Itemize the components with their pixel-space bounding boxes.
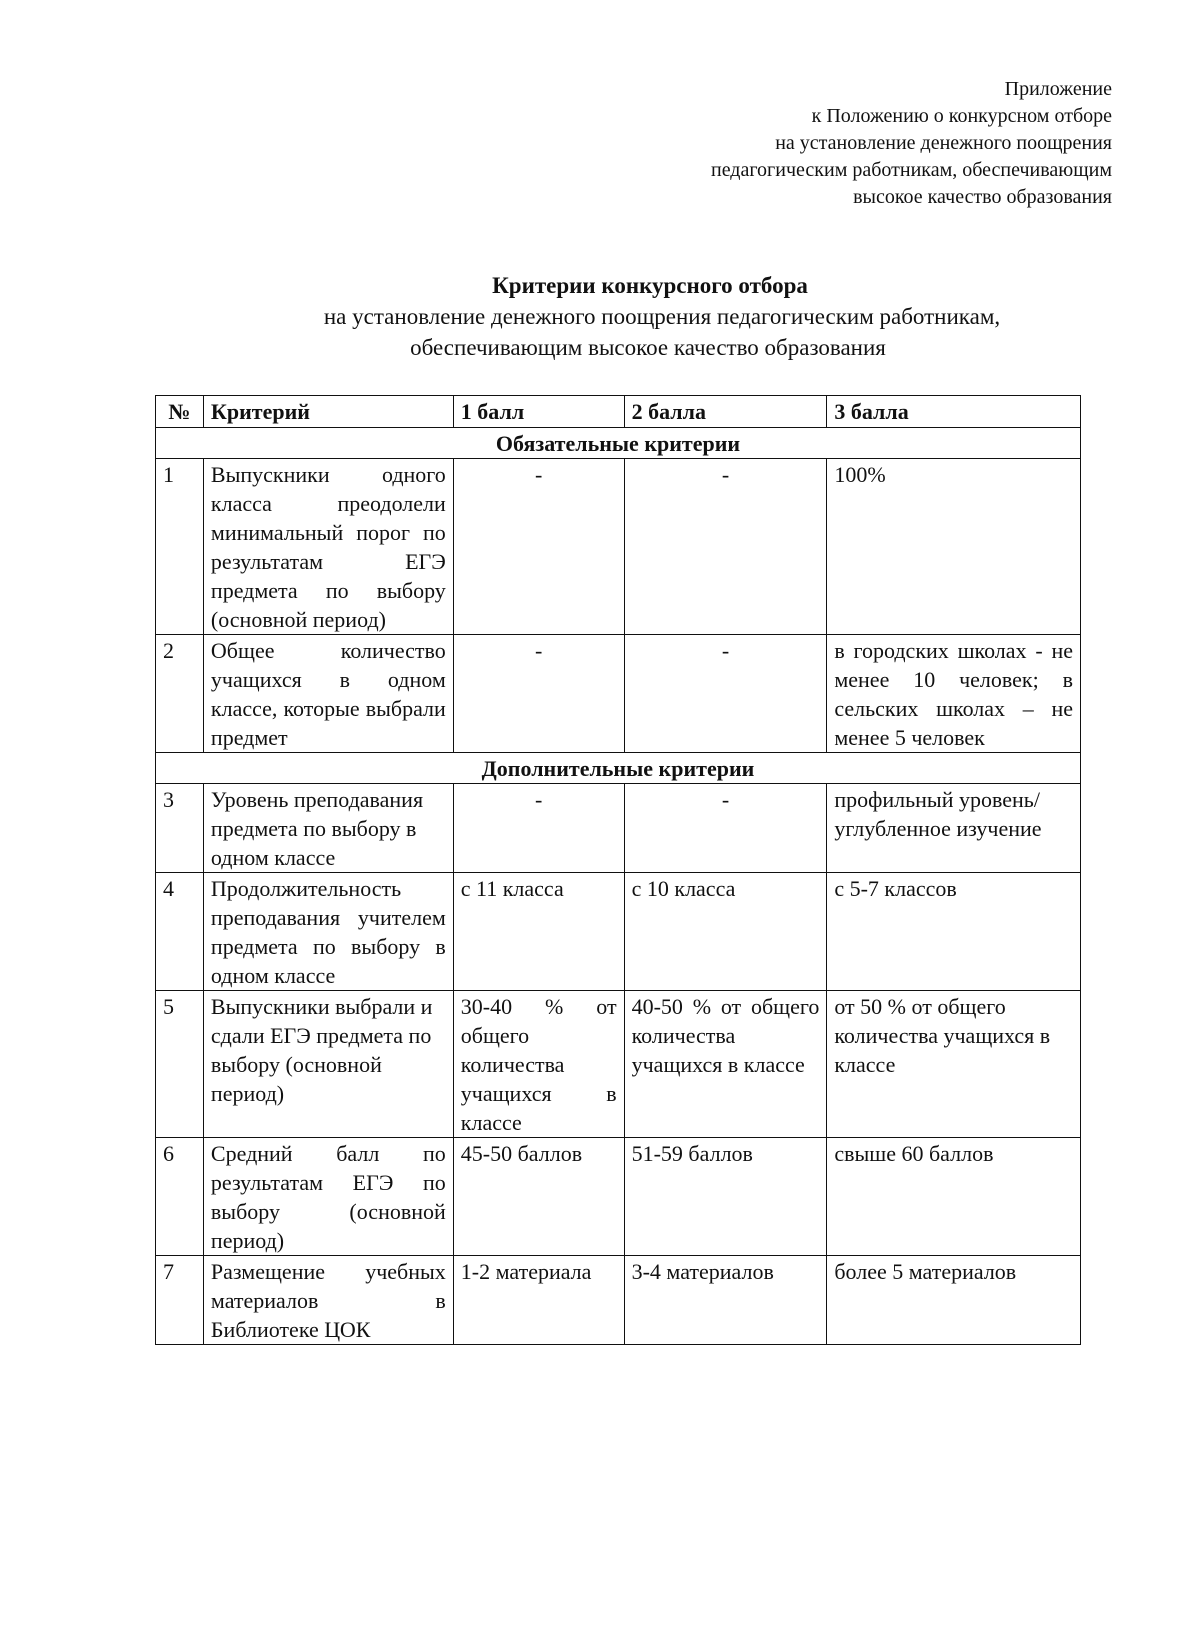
row-criterion: Средний балл по результатам ЕГЭ по выбору (основной период) xyxy=(203,1138,453,1256)
appendix-line: Приложение xyxy=(1004,78,1112,100)
row-score-1: с 11 класса xyxy=(453,873,624,991)
title-subtitle-line2: обеспечивающим высокое качество образования xyxy=(410,335,886,360)
title-subtitle-line1: на установление денежного поощрения педагогическим работникам, xyxy=(323,304,1001,329)
section-row xyxy=(156,753,1081,784)
row-score-3: от 50 % от общего количества учащихся в классе xyxy=(827,991,1081,1138)
row-score-1: - xyxy=(453,459,624,635)
row-score-1: - xyxy=(453,784,624,873)
row-score-2: - xyxy=(624,784,827,873)
section-row xyxy=(156,428,1081,459)
row-score-2: 51-59 баллов xyxy=(624,1138,827,1256)
row-score-2: 40-50 % от общего количества учащихся в классе xyxy=(624,991,827,1138)
document-title xyxy=(0,270,1200,363)
section-title-additional: Дополнительные критерии xyxy=(156,753,1081,784)
row-score-2: - xyxy=(624,635,827,753)
row-score-2: 3-4 материалов xyxy=(624,1256,827,1345)
table-row xyxy=(156,459,1081,635)
row-number: 3 xyxy=(156,784,204,873)
row-score-1: 1-2 материала xyxy=(453,1256,624,1345)
row-number: 5 xyxy=(156,991,204,1138)
title-main: Критерии конкурсного отбора xyxy=(492,273,808,298)
row-criterion: Выпускники одного класса преодолели минимальный порог по результатам ЕГЭ предмета по выбору (основной период) xyxy=(203,459,453,635)
row-score-3: более 5 материалов xyxy=(827,1256,1081,1345)
row-number: 2 xyxy=(156,635,204,753)
appendix-line: высокое качество образования xyxy=(853,186,1112,208)
row-score-3: в городских школах - не менее 10 человек; в сельских школах – не менее 5 человек xyxy=(827,635,1081,753)
row-criterion: Продолжительность преподавания учителем предмета по выбору в одном классе xyxy=(203,873,453,991)
row-score-1: 45-50 баллов xyxy=(453,1138,624,1256)
appendix-line: педагогическим работникам, обеспечивающим xyxy=(710,159,1112,181)
row-number: 1 xyxy=(156,459,204,635)
row-score-3: с 5-7 классов xyxy=(827,873,1081,991)
appendix-line: к Положению о конкурсном отборе xyxy=(811,105,1112,127)
row-score-2: - xyxy=(624,459,827,635)
row-criterion: Общее количество учащихся в одном классе, которые выбрали предмет xyxy=(203,635,453,753)
table-row xyxy=(156,1138,1081,1256)
row-criterion: Размещение учебных материалов в Библиотеке ЦОК xyxy=(203,1256,453,1345)
table-row xyxy=(156,991,1081,1138)
header-score-2: 2 балла xyxy=(624,396,827,428)
table-row xyxy=(156,784,1081,873)
header-number: № xyxy=(156,396,204,428)
row-score-3: профильный уровень/углубленное изучение xyxy=(827,784,1081,873)
appendix-header xyxy=(711,76,1112,211)
table-header-row xyxy=(156,396,1081,428)
row-number: 4 xyxy=(156,873,204,991)
appendix-line: на установление денежного поощрения xyxy=(775,132,1112,154)
row-score-3: 100% xyxy=(827,459,1081,635)
row-number: 6 xyxy=(156,1138,204,1256)
header-score-1: 1 балл xyxy=(453,396,624,428)
row-number: 7 xyxy=(156,1256,204,1345)
row-criterion: Уровень преподавания предмета по выбору в одном классе xyxy=(203,784,453,873)
section-title-mandatory: Обязательные критерии xyxy=(156,428,1081,459)
criteria-table xyxy=(155,395,1081,1345)
row-score-1: 30-40 % от общего количества учащихся в классе xyxy=(453,991,624,1138)
table-row xyxy=(156,635,1081,753)
row-score-2: с 10 класса xyxy=(624,873,827,991)
header-criterion: Критерий xyxy=(203,396,453,428)
row-score-1: - xyxy=(453,635,624,753)
table-row xyxy=(156,1256,1081,1345)
row-score-3: свыше 60 баллов xyxy=(827,1138,1081,1256)
row-criterion: Выпускники выбрали и сдали ЕГЭ предмета по выбору (основной период) xyxy=(203,991,453,1138)
table-row xyxy=(156,873,1081,991)
header-score-3: 3 балла xyxy=(827,396,1081,428)
